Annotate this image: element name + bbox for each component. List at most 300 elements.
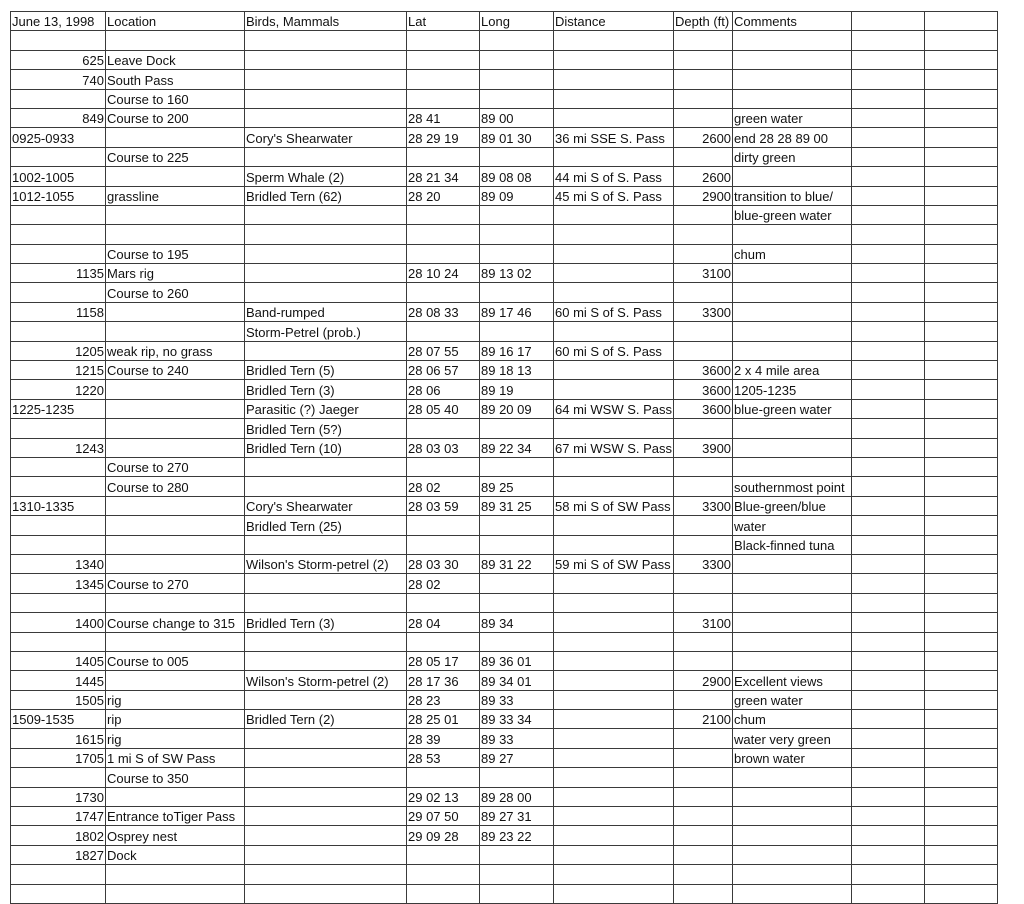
cell-time: 1012-1055 — [11, 186, 106, 205]
table-row — [11, 613, 998, 632]
cell-extra-1 — [852, 341, 925, 360]
cell-location — [106, 438, 245, 457]
table-row — [11, 768, 998, 787]
cell-comments: Blue-green/blue — [733, 496, 852, 515]
cell-depth: 3900 — [674, 438, 733, 457]
cell-distance — [554, 729, 674, 748]
cell-extra-2 — [925, 419, 998, 438]
cell-location: rig — [106, 690, 245, 709]
cell-comments: Excellent views — [733, 671, 852, 690]
table-row — [11, 496, 998, 515]
cell-birds-mammals — [245, 225, 407, 244]
cell-time: 1220 — [11, 380, 106, 399]
table-row — [11, 108, 998, 127]
cell-extra-2 — [925, 50, 998, 69]
cell-lat — [407, 283, 480, 302]
cell-lat — [407, 419, 480, 438]
cell-time: 1405 — [11, 651, 106, 670]
cell-birds-mammals: Bridled Tern (62) — [245, 186, 407, 205]
cell-extra-2 — [925, 632, 998, 651]
table-row — [11, 477, 998, 496]
cell-extra-2 — [925, 167, 998, 186]
cell-distance — [554, 593, 674, 612]
cell-extra-1 — [852, 632, 925, 651]
cell-extra-2 — [925, 477, 998, 496]
cell-long — [480, 89, 554, 108]
cell-extra-1 — [852, 477, 925, 496]
table-row — [11, 826, 998, 845]
cell-long — [480, 244, 554, 263]
cell-distance — [554, 574, 674, 593]
cell-time — [11, 147, 106, 166]
cell-long: 89 18 13 — [480, 361, 554, 380]
cell-extra-2 — [925, 671, 998, 690]
cell-extra-1 — [852, 865, 925, 884]
cell-long — [480, 31, 554, 50]
cell-birds-mammals: Wilson's Storm-petrel (2) — [245, 554, 407, 573]
cell-comments — [733, 865, 852, 884]
table-row — [11, 380, 998, 399]
cell-distance — [554, 535, 674, 554]
cell-depth: 3600 — [674, 399, 733, 418]
cell-extra-2 — [925, 341, 998, 360]
cell-comments — [733, 419, 852, 438]
cell-comments — [733, 807, 852, 826]
cell-location — [106, 671, 245, 690]
cell-distance — [554, 477, 674, 496]
cell-distance — [554, 264, 674, 283]
cell-depth — [674, 826, 733, 845]
cell-distance — [554, 50, 674, 69]
cell-birds-mammals — [245, 108, 407, 127]
cell-depth — [674, 651, 733, 670]
cell-distance — [554, 690, 674, 709]
cell-depth — [674, 477, 733, 496]
cell-time: 1002-1005 — [11, 167, 106, 186]
cell-comments: blue-green water — [733, 205, 852, 224]
cell-location — [106, 31, 245, 50]
cell-lat — [407, 89, 480, 108]
column-header-lat: Lat — [407, 12, 480, 31]
cell-depth — [674, 147, 733, 166]
cell-extra-1 — [852, 302, 925, 321]
cell-birds-mammals — [245, 787, 407, 806]
column-header-distance: Distance — [554, 12, 674, 31]
cell-location: Course to 195 — [106, 244, 245, 263]
cell-distance: 67 mi WSW S. Pass — [554, 438, 674, 457]
cell-time: 625 — [11, 50, 106, 69]
cell-time: 740 — [11, 70, 106, 89]
cell-extra-1 — [852, 710, 925, 729]
cell-extra-2 — [925, 845, 998, 864]
cell-extra-1 — [852, 496, 925, 515]
cell-birds-mammals: Cory's Shearwater — [245, 496, 407, 515]
cell-lat: 28 39 — [407, 729, 480, 748]
cell-lat — [407, 516, 480, 535]
cell-comments: transition to blue/ — [733, 186, 852, 205]
cell-distance — [554, 516, 674, 535]
cell-extra-1 — [852, 70, 925, 89]
cell-comments — [733, 651, 852, 670]
cell-location: Course to 270 — [106, 574, 245, 593]
cell-location — [106, 632, 245, 651]
cell-extra-2 — [925, 399, 998, 418]
cell-distance: 59 mi S of SW Pass — [554, 554, 674, 573]
cell-distance: 64 mi WSW S. Pass — [554, 399, 674, 418]
cell-long: 89 34 — [480, 613, 554, 632]
table-row — [11, 865, 998, 884]
cell-lat — [407, 50, 480, 69]
cell-extra-2 — [925, 70, 998, 89]
cell-depth — [674, 89, 733, 108]
cell-extra-1 — [852, 108, 925, 127]
cell-extra-2 — [925, 89, 998, 108]
cell-comments — [733, 845, 852, 864]
cell-comments: dirty green — [733, 147, 852, 166]
cell-comments — [733, 341, 852, 360]
cell-comments: blue-green water — [733, 399, 852, 418]
cell-long: 89 13 02 — [480, 264, 554, 283]
cell-birds-mammals — [245, 768, 407, 787]
cell-long: 89 36 01 — [480, 651, 554, 670]
cell-depth — [674, 516, 733, 535]
cell-location: weak rip, no grass — [106, 341, 245, 360]
header-row — [11, 12, 998, 31]
table-row — [11, 787, 998, 806]
cell-extra-1 — [852, 89, 925, 108]
cell-birds-mammals — [245, 264, 407, 283]
cell-depth — [674, 845, 733, 864]
cell-distance: 45 mi S of S. Pass — [554, 186, 674, 205]
cell-extra-2 — [925, 128, 998, 147]
cell-time: 1310-1335 — [11, 496, 106, 515]
cell-extra-2 — [925, 613, 998, 632]
cell-lat: 28 03 30 — [407, 554, 480, 573]
cell-lat: 28 21 34 — [407, 167, 480, 186]
cell-comments: chum — [733, 710, 852, 729]
cell-time: 1730 — [11, 787, 106, 806]
cell-comments: brown water — [733, 748, 852, 767]
cell-time — [11, 205, 106, 224]
cell-distance: 58 mi S of SW Pass — [554, 496, 674, 515]
cell-time — [11, 535, 106, 554]
cell-extra-2 — [925, 283, 998, 302]
table-row — [11, 651, 998, 670]
cell-depth — [674, 341, 733, 360]
cell-depth — [674, 729, 733, 748]
cell-extra-2 — [925, 31, 998, 50]
cell-time — [11, 632, 106, 651]
cell-depth — [674, 31, 733, 50]
cell-long — [480, 419, 554, 438]
cell-time — [11, 89, 106, 108]
cell-location: Course to 240 — [106, 361, 245, 380]
table-row — [11, 593, 998, 612]
cell-birds-mammals: Bridled Tern (10) — [245, 438, 407, 457]
cell-lat: 28 02 — [407, 477, 480, 496]
column-header-comments: Comments — [733, 12, 852, 31]
cell-birds-mammals: Bridled Tern (2) — [245, 710, 407, 729]
cell-lat: 28 03 03 — [407, 438, 480, 457]
cell-depth — [674, 244, 733, 263]
cell-long: 89 28 00 — [480, 787, 554, 806]
cell-location — [106, 399, 245, 418]
cell-location: Leave Dock — [106, 50, 245, 69]
cell-distance — [554, 613, 674, 632]
cell-time: 1827 — [11, 845, 106, 864]
cell-location — [106, 593, 245, 612]
cell-location: Course to 200 — [106, 108, 245, 127]
cell-time — [11, 244, 106, 263]
column-header-extra-2 — [925, 12, 998, 31]
cell-distance: 36 mi SSE S. Pass — [554, 128, 674, 147]
cell-birds-mammals — [245, 651, 407, 670]
cell-location: Osprey nest — [106, 826, 245, 845]
cell-birds-mammals — [245, 477, 407, 496]
cell-comments — [733, 826, 852, 845]
cell-extra-2 — [925, 205, 998, 224]
cell-time: 1205 — [11, 341, 106, 360]
cell-distance — [554, 632, 674, 651]
cell-birds-mammals — [245, 690, 407, 709]
cell-extra-1 — [852, 826, 925, 845]
cell-location — [106, 380, 245, 399]
cell-time: 1802 — [11, 826, 106, 845]
cell-location: rig — [106, 729, 245, 748]
cell-extra-1 — [852, 787, 925, 806]
cell-long — [480, 516, 554, 535]
cell-birds-mammals: Band-rumped — [245, 302, 407, 321]
cell-location — [106, 128, 245, 147]
cell-distance — [554, 865, 674, 884]
cell-depth — [674, 748, 733, 767]
cell-birds-mammals — [245, 244, 407, 263]
cell-long — [480, 147, 554, 166]
cell-extra-2 — [925, 225, 998, 244]
cell-location — [106, 205, 245, 224]
cell-distance — [554, 244, 674, 263]
cell-distance: 60 mi S of S. Pass — [554, 341, 674, 360]
cell-long — [480, 632, 554, 651]
cell-long: 89 33 — [480, 690, 554, 709]
cell-comments — [733, 264, 852, 283]
cell-location — [106, 554, 245, 573]
cell-distance — [554, 768, 674, 787]
cell-depth — [674, 807, 733, 826]
cell-extra-1 — [852, 671, 925, 690]
cell-extra-1 — [852, 651, 925, 670]
cell-distance — [554, 748, 674, 767]
cell-depth — [674, 768, 733, 787]
cell-comments: green water — [733, 108, 852, 127]
cell-time: 0925-0933 — [11, 128, 106, 147]
cell-birds-mammals — [245, 632, 407, 651]
cell-time: 1345 — [11, 574, 106, 593]
cell-long — [480, 283, 554, 302]
cell-lat — [407, 205, 480, 224]
cell-lat: 29 07 50 — [407, 807, 480, 826]
cell-depth — [674, 787, 733, 806]
cell-lat: 28 03 59 — [407, 496, 480, 515]
cell-long: 89 33 — [480, 729, 554, 748]
cell-time — [11, 457, 106, 476]
cell-depth — [674, 535, 733, 554]
table-row — [11, 729, 998, 748]
table-row — [11, 671, 998, 690]
cell-time: 1243 — [11, 438, 106, 457]
cell-depth: 3300 — [674, 554, 733, 573]
cell-comments: water very green — [733, 729, 852, 748]
cell-extra-1 — [852, 264, 925, 283]
cell-time: 1445 — [11, 671, 106, 690]
cell-birds-mammals — [245, 89, 407, 108]
survey-log-table — [10, 11, 998, 904]
cell-extra-2 — [925, 264, 998, 283]
cell-long: 89 08 08 — [480, 167, 554, 186]
cell-extra-2 — [925, 865, 998, 884]
column-header-birds-mammals: Birds, Mammals — [245, 12, 407, 31]
cell-extra-1 — [852, 574, 925, 593]
table-row — [11, 341, 998, 360]
table-row — [11, 205, 998, 224]
cell-long — [480, 322, 554, 341]
cell-depth — [674, 283, 733, 302]
cell-lat — [407, 31, 480, 50]
cell-extra-2 — [925, 768, 998, 787]
cell-depth: 2100 — [674, 710, 733, 729]
cell-lat: 28 17 36 — [407, 671, 480, 690]
cell-distance — [554, 380, 674, 399]
cell-birds-mammals — [245, 826, 407, 845]
cell-lat — [407, 865, 480, 884]
cell-long: 89 01 30 — [480, 128, 554, 147]
cell-distance — [554, 361, 674, 380]
cell-lat — [407, 632, 480, 651]
cell-lat: 28 06 — [407, 380, 480, 399]
table-row — [11, 147, 998, 166]
table-row — [11, 225, 998, 244]
cell-comments — [733, 457, 852, 476]
table-row — [11, 50, 998, 69]
cell-location: Course to 280 — [106, 477, 245, 496]
cell-extra-1 — [852, 690, 925, 709]
cell-location — [106, 496, 245, 515]
cell-birds-mammals — [245, 205, 407, 224]
cell-lat — [407, 70, 480, 89]
cell-comments: 1205-1235 — [733, 380, 852, 399]
cell-extra-2 — [925, 186, 998, 205]
cell-comments — [733, 70, 852, 89]
cell-long: 89 00 — [480, 108, 554, 127]
cell-extra-2 — [925, 710, 998, 729]
cell-extra-1 — [852, 748, 925, 767]
cell-birds-mammals: Bridled Tern (3) — [245, 380, 407, 399]
cell-long: 89 27 31 — [480, 807, 554, 826]
cell-location — [106, 535, 245, 554]
cell-lat — [407, 593, 480, 612]
cell-comments — [733, 613, 852, 632]
cell-time — [11, 865, 106, 884]
cell-extra-2 — [925, 535, 998, 554]
cell-long: 89 25 — [480, 477, 554, 496]
column-header-long: Long — [480, 12, 554, 31]
cell-extra-2 — [925, 438, 998, 457]
cell-extra-1 — [852, 244, 925, 263]
table-row — [11, 264, 998, 283]
cell-comments — [733, 167, 852, 186]
cell-distance — [554, 807, 674, 826]
cell-extra-1 — [852, 399, 925, 418]
cell-lat: 28 25 01 — [407, 710, 480, 729]
cell-extra-1 — [852, 613, 925, 632]
cell-extra-1 — [852, 380, 925, 399]
cell-comments — [733, 302, 852, 321]
cell-extra-1 — [852, 419, 925, 438]
cell-birds-mammals — [245, 50, 407, 69]
cell-depth — [674, 225, 733, 244]
cell-comments — [733, 89, 852, 108]
cell-birds-mammals — [245, 341, 407, 360]
cell-location — [106, 419, 245, 438]
table-row — [11, 632, 998, 651]
cell-location: Course to 160 — [106, 89, 245, 108]
cell-lat: 28 06 57 — [407, 361, 480, 380]
cell-lat: 28 10 24 — [407, 264, 480, 283]
cell-comments: southernmost point — [733, 477, 852, 496]
cell-location — [106, 322, 245, 341]
cell-location: rip — [106, 710, 245, 729]
cell-birds-mammals — [245, 457, 407, 476]
cell-birds-mammals — [245, 574, 407, 593]
cell-long: 89 31 22 — [480, 554, 554, 573]
cell-extra-1 — [852, 554, 925, 573]
cell-location: grassline — [106, 186, 245, 205]
table-row — [11, 457, 998, 476]
cell-extra-2 — [925, 651, 998, 670]
cell-extra-1 — [852, 186, 925, 205]
cell-extra-2 — [925, 826, 998, 845]
cell-location: Course to 225 — [106, 147, 245, 166]
cell-comments — [733, 574, 852, 593]
cell-birds-mammals — [245, 31, 407, 50]
column-header-depth: Depth (ft) — [674, 12, 733, 31]
cell-distance — [554, 322, 674, 341]
cell-distance — [554, 845, 674, 864]
cell-extra-2 — [925, 496, 998, 515]
cell-long: 89 16 17 — [480, 341, 554, 360]
cell-extra-1 — [852, 593, 925, 612]
cell-location — [106, 167, 245, 186]
cell-extra-1 — [852, 807, 925, 826]
cell-location: Course change to 315 — [106, 613, 245, 632]
cell-extra-1 — [852, 205, 925, 224]
cell-time: 1340 — [11, 554, 106, 573]
cell-distance — [554, 147, 674, 166]
cell-lat — [407, 845, 480, 864]
table-row — [11, 807, 998, 826]
table-row — [11, 748, 998, 767]
cell-lat: 29 09 28 — [407, 826, 480, 845]
cell-location — [106, 516, 245, 535]
cell-birds-mammals — [245, 748, 407, 767]
cell-extra-1 — [852, 283, 925, 302]
cell-long: 89 09 — [480, 186, 554, 205]
table-row — [11, 89, 998, 108]
column-header-location: Location — [106, 12, 245, 31]
cell-lat: 28 53 — [407, 748, 480, 767]
cell-extra-2 — [925, 593, 998, 612]
cell-birds-mammals — [245, 147, 407, 166]
